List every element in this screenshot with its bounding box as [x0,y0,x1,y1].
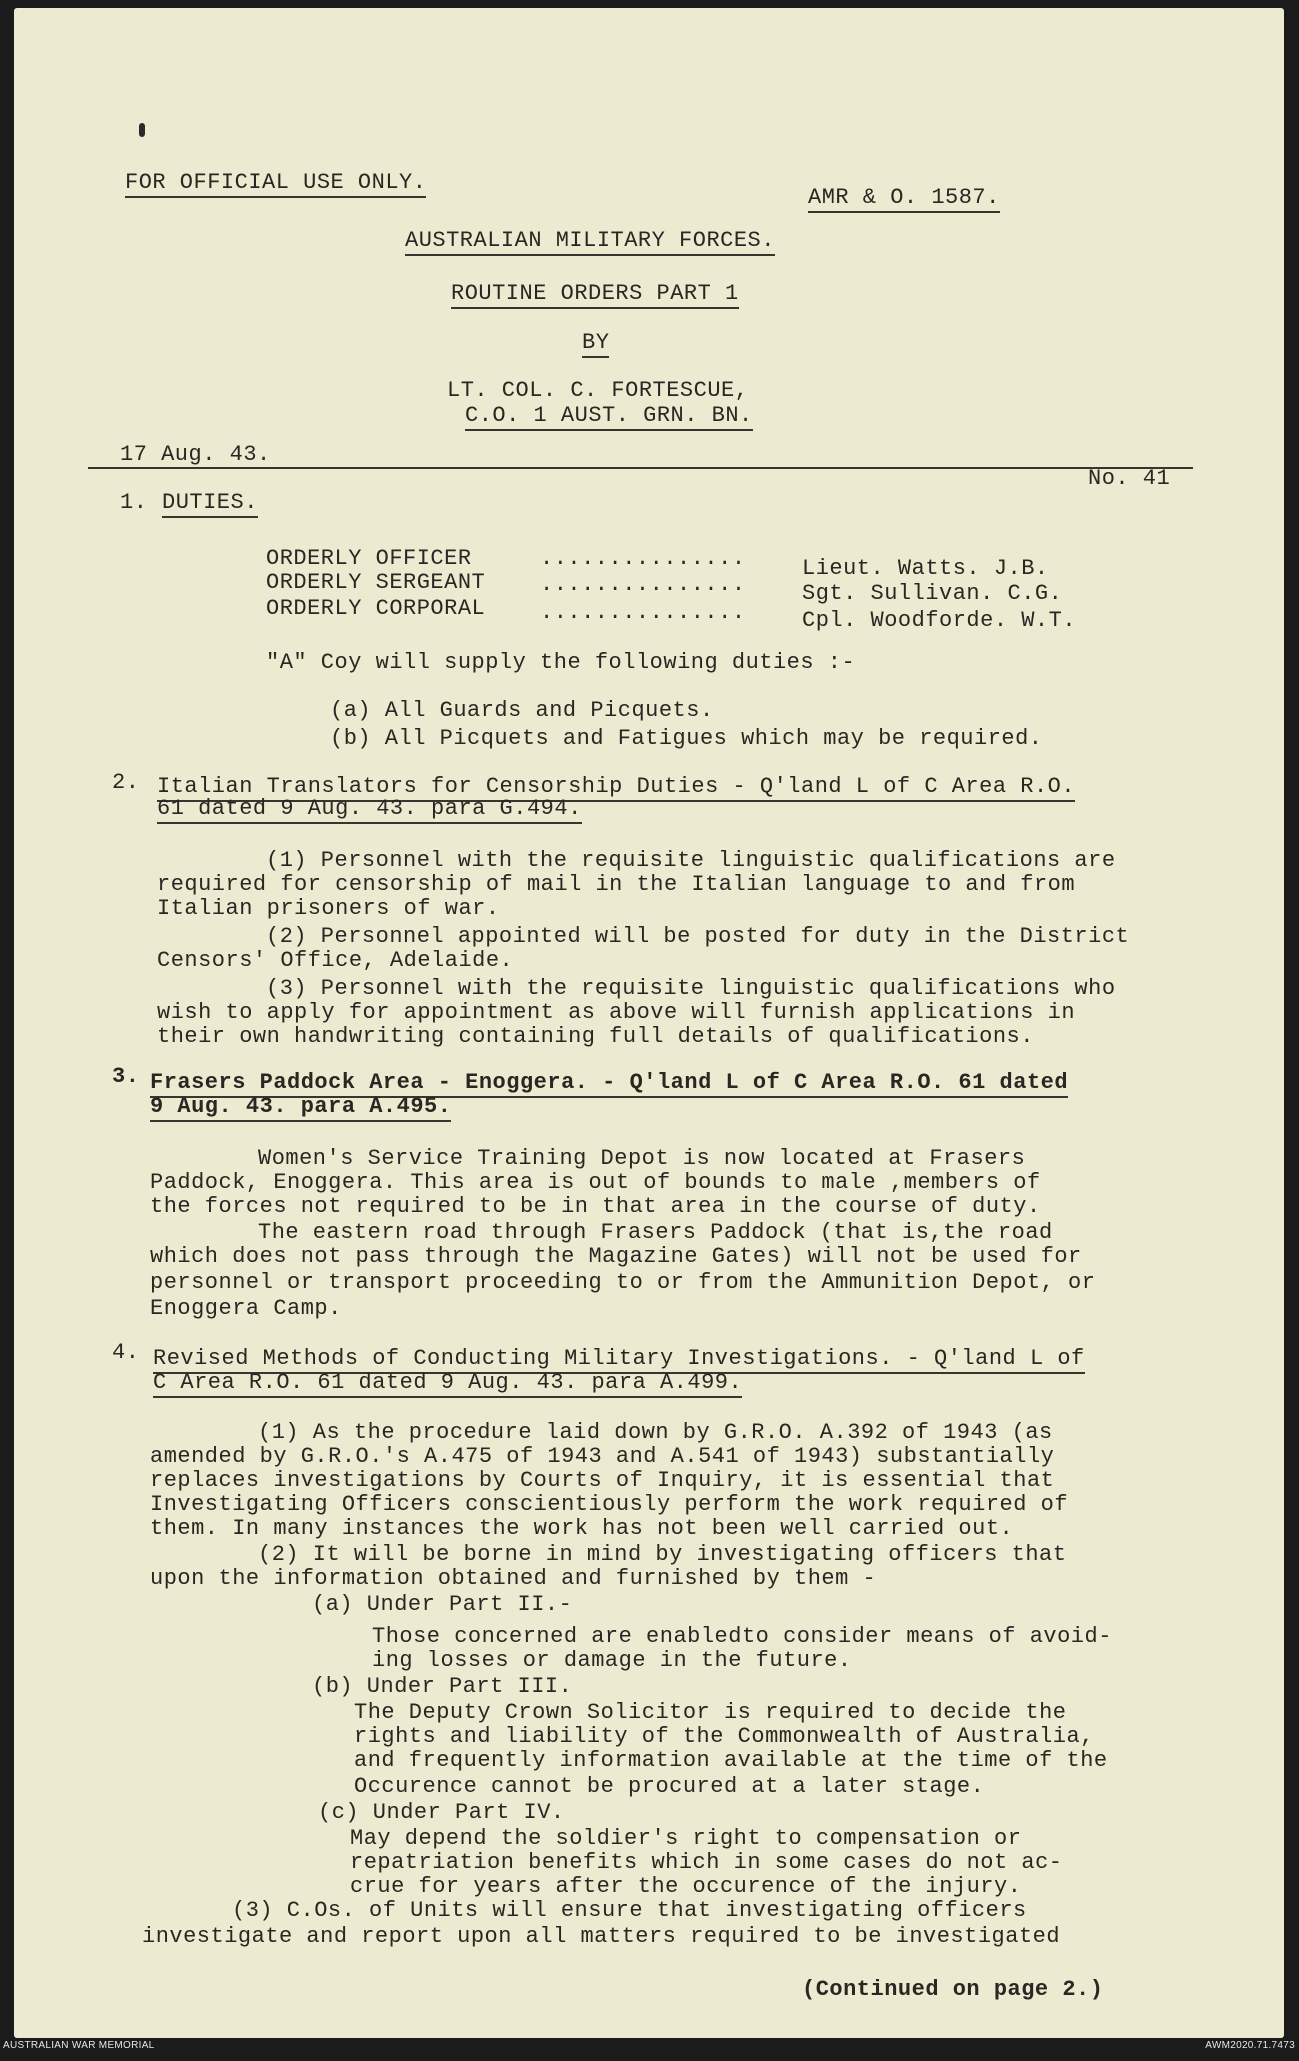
section-2-number: 2. [112,770,140,795]
document-title: AUSTRALIAN MILITARY FORCES. [405,228,775,256]
reference-number: AMR & O. 1587. [808,185,1000,213]
paragraph-line: (c) Under Part IV. [318,1800,565,1825]
section-2-heading-cont: 61 dated 9 Aug. 43. para G.494. [157,796,582,824]
paragraph-line: their own handwriting containing full details of qualifications. [157,1024,1034,1049]
duty-name: Lieut. Watts. J.B. [802,556,1049,581]
paragraph-line: investigate and report upon all matters required to be investigated [142,1924,1061,1949]
paragraph-line: personnel or transport proceeding to or from the Ammunition Depot, or [150,1270,1096,1295]
paragraph-line: ing losses or damage in the future. [372,1648,852,1673]
paragraph-line: Women's Service Training Depot is now located at Frasers [258,1146,1026,1171]
order-date: 17 Aug. 43. [120,442,271,467]
section-2-heading: Italian Translators for Censorship Duties - Q'land L of C Area R.O. [157,774,1075,802]
officer-name: LT. COL. C. FORTESCUE, [447,378,749,403]
paragraph-line: The Deputy Crown Solicitor is required to decide the [354,1700,1067,1725]
paragraph-line: and frequently information available at the time of the [354,1748,1108,1773]
paragraph-line: Those concerned are enabledto consider means of avoid- [372,1624,1112,1649]
duties-intro: "A" Coy will supply the following duties :- [266,650,856,675]
paragraph-line: (a) Under Part II.- [312,1592,573,1617]
paragraph-line: Italian prisoners of war. [157,896,500,921]
continued-note: (Continued on page 2.) [802,1977,1104,2002]
duty-name: Cpl. Woodforde. W.T. [802,608,1077,633]
paragraph-line: May depend the soldier's right to compensation or [350,1826,1022,1851]
paragraph-line: Occurence cannot be procured at a later stage. [354,1774,985,1799]
duty-dots: ............... [540,600,746,625]
order-number: No. 41 [1088,466,1171,491]
paragraph-line: (1) Personnel with the requisite linguistic qualifications are [266,848,1116,873]
section-3-number: 3. [112,1064,140,1089]
paragraph-line: (3) C.Os. of Units will ensure that investigating officers [232,1898,1027,1923]
by-label: BY [582,330,609,358]
paragraph-line: Censors' Office, Adelaide. [157,948,514,973]
unit-name: C.O. 1 AUST. GRN. BN. [465,403,753,431]
paragraph-line: (2) It will be borne in mind by investigating officers that [258,1542,1067,1567]
duty-role: ORDERLY OFFICER [266,546,472,571]
duty-item: (a) All Guards and Picquets. [330,698,714,723]
section-4-heading-cont: C Area R.O. 61 dated 9 Aug. 43. para A.499. [153,1370,742,1398]
paragraph-line: required for censorship of mail in the Italian language to and from [157,872,1076,897]
paragraph-line: (1) As the procedure laid down by G.R.O. A.392 of 1943 (as [258,1420,1053,1445]
paragraph-line: them. In many instances the work has not been well carried out. [150,1516,1014,1541]
classification-label: FOR OFFICIAL USE ONLY. [125,170,426,198]
duty-dots: ............... [540,572,746,597]
section-1-heading: DUTIES. [162,490,258,518]
paragraph-line: the forces not required to be in that area in the course of duty. [150,1194,1041,1219]
section-3-heading: Frasers Paddock Area - Enoggera. - Q'land L of C Area R.O. 61 dated [150,1070,1068,1098]
punch-hole-mark [139,123,145,137]
paragraph-line: repatriation benefits which in some cases do not ac- [350,1850,1063,1875]
paragraph-line: crue for years after the occurence of the injury. [350,1874,1022,1899]
section-4-number: 4. [112,1340,140,1365]
paragraph-line: upon the information obtained and furnished by them - [150,1566,877,1591]
section-4-heading: Revised Methods of Conducting Military Investigations. - Q'land L of [153,1346,1085,1374]
paragraph-line: The eastern road through Frasers Paddock (that is,the road [258,1220,1053,1245]
document-subtitle: ROUTINE ORDERS PART 1 [451,281,739,309]
paragraph-line: replaces investigations by Courts of Inquiry, it is essential that [150,1468,1055,1493]
duty-name: Sgt. Sullivan. C.G. [802,581,1063,606]
paragraph-line: Investigating Officers conscientiously perform the work required of [150,1492,1069,1517]
duty-role: ORDERLY CORPORAL [266,596,486,621]
paragraph-line: amended by G.R.O.'s A.475 of 1943 and A.541 of 1943) substantially [150,1444,1055,1469]
paragraph-line: rights and liability of the Commonwealth of Australia, [354,1724,1094,1749]
archive-reference: AWM2020.71.7473 [1205,2040,1295,2051]
duty-item: (b) All Picquets and Fatigues which may be required. [330,726,1043,751]
paragraph-line: Paddock, Enoggera. This area is out of bounds to male ,members of [150,1170,1041,1195]
section-3-heading-cont: 9 Aug. 43. para A.495. [150,1094,451,1122]
paragraph-line: (3) Personnel with the requisite linguistic qualifications who [266,976,1116,1001]
header-divider [88,467,1193,469]
paragraph-line: which does not pass through the Magazine Gates) will not be used for [150,1244,1082,1269]
duty-role: ORDERLY SERGEANT [266,570,486,595]
paragraph-line: (b) Under Part III. [312,1674,573,1699]
section-1-number: 1. [120,490,148,515]
paragraph-line: wish to apply for appointment as above will furnish applications in [157,1000,1076,1025]
paragraph-line: (2) Personnel appointed will be posted for duty in the District [266,924,1130,949]
archive-credit: AUSTRALIAN WAR MEMORIAL [3,2040,155,2051]
paragraph-line: Enoggera Camp. [150,1296,342,1321]
duty-dots: ............... [540,546,746,571]
